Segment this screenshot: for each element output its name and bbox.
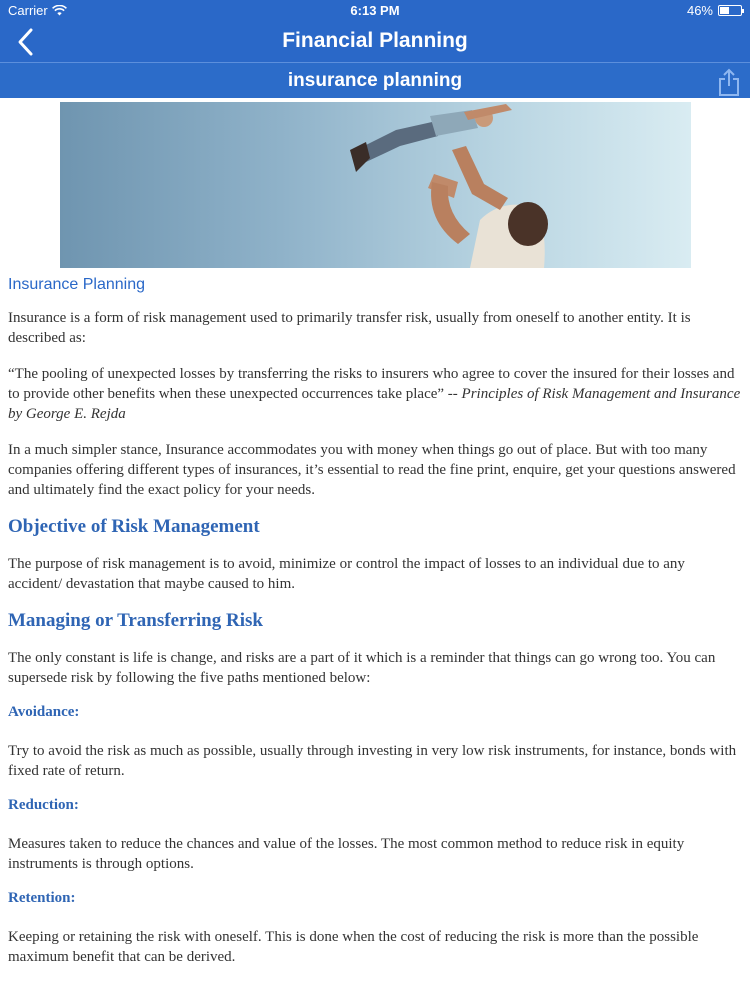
- quote-paragraph: [8, 364, 742, 424]
- navigation-bar: [0, 22, 750, 62]
- nav-title: Financial Planning: [282, 29, 468, 52]
- status-bar: [0, 0, 750, 22]
- retention-heading: Retention:: [8, 890, 76, 906]
- simpler-paragraph: In a much simpler stance, Insurance accommodates you with money when things go out of place. But with too many companies offering different types of insurances, it’s essential to read the fine print, enquire, get your questions answered and ultimately find the exact policy for your needs.: [8, 442, 736, 498]
- article-heading: Insurance Planning: [8, 276, 145, 293]
- retention-paragraph: Keeping or retaining the risk with oneself. This is done when the cost of reducing the risk is more than the possible maximum benefit that can be derived.: [8, 929, 699, 965]
- reduction-paragraph: Measures taken to reduce the chances and value of the losses. The most common method to reduce risk in equity instruments is through options.: [8, 836, 685, 872]
- share-icon: [716, 67, 742, 97]
- battery-percent: 46%: [686, 3, 713, 18]
- quote-citation: Principles of Risk Management and Insurance by George E. Rejda: [8, 386, 741, 422]
- share-button[interactable]: [716, 67, 742, 97]
- managing-heading: Managing or Transferring Risk: [8, 610, 263, 631]
- avoidance-heading: Avoidance:: [8, 704, 80, 720]
- intro-paragraph: Insurance is a form of risk management used to primarily transfer risk, usually from oneself to another entity. It is described as:: [8, 310, 691, 346]
- quote-text: “The pooling of unexpected losses by transferring the risks to insurers who agree to cover the insured for their losses and to provide other benefits when these unexpected occurrences take place” --: [8, 366, 735, 402]
- article: [8, 276, 742, 983]
- hero-photo: [60, 102, 691, 268]
- objective-paragraph: The purpose of risk management is to avoid, minimize or control the impact of losses to an individual due to any accident/ devastation that maybe caused to him.: [8, 556, 685, 592]
- objective-heading: Objective of Risk Management: [8, 516, 260, 537]
- battery-group: [687, 3, 742, 18]
- carrier-label: Carrier: [8, 3, 48, 18]
- clock: 6:13 PM: [350, 3, 400, 18]
- managing-paragraph: The only constant is life is change, and risks are a part of it which is a reminder that things can go wrong too. You can supersede risk by following the five paths mentioned below:: [8, 650, 716, 686]
- battery-icon: [718, 5, 742, 16]
- section-title: insurance planning: [287, 70, 463, 91]
- father-child-illustration: [60, 102, 691, 268]
- reduction-heading: Reduction:: [8, 797, 79, 813]
- section-header: [0, 62, 750, 98]
- avoidance-paragraph: Try to avoid the risk as much as possible, usually through investing in very low risk instruments, for instance, bonds with fixed rate of return.: [8, 743, 737, 779]
